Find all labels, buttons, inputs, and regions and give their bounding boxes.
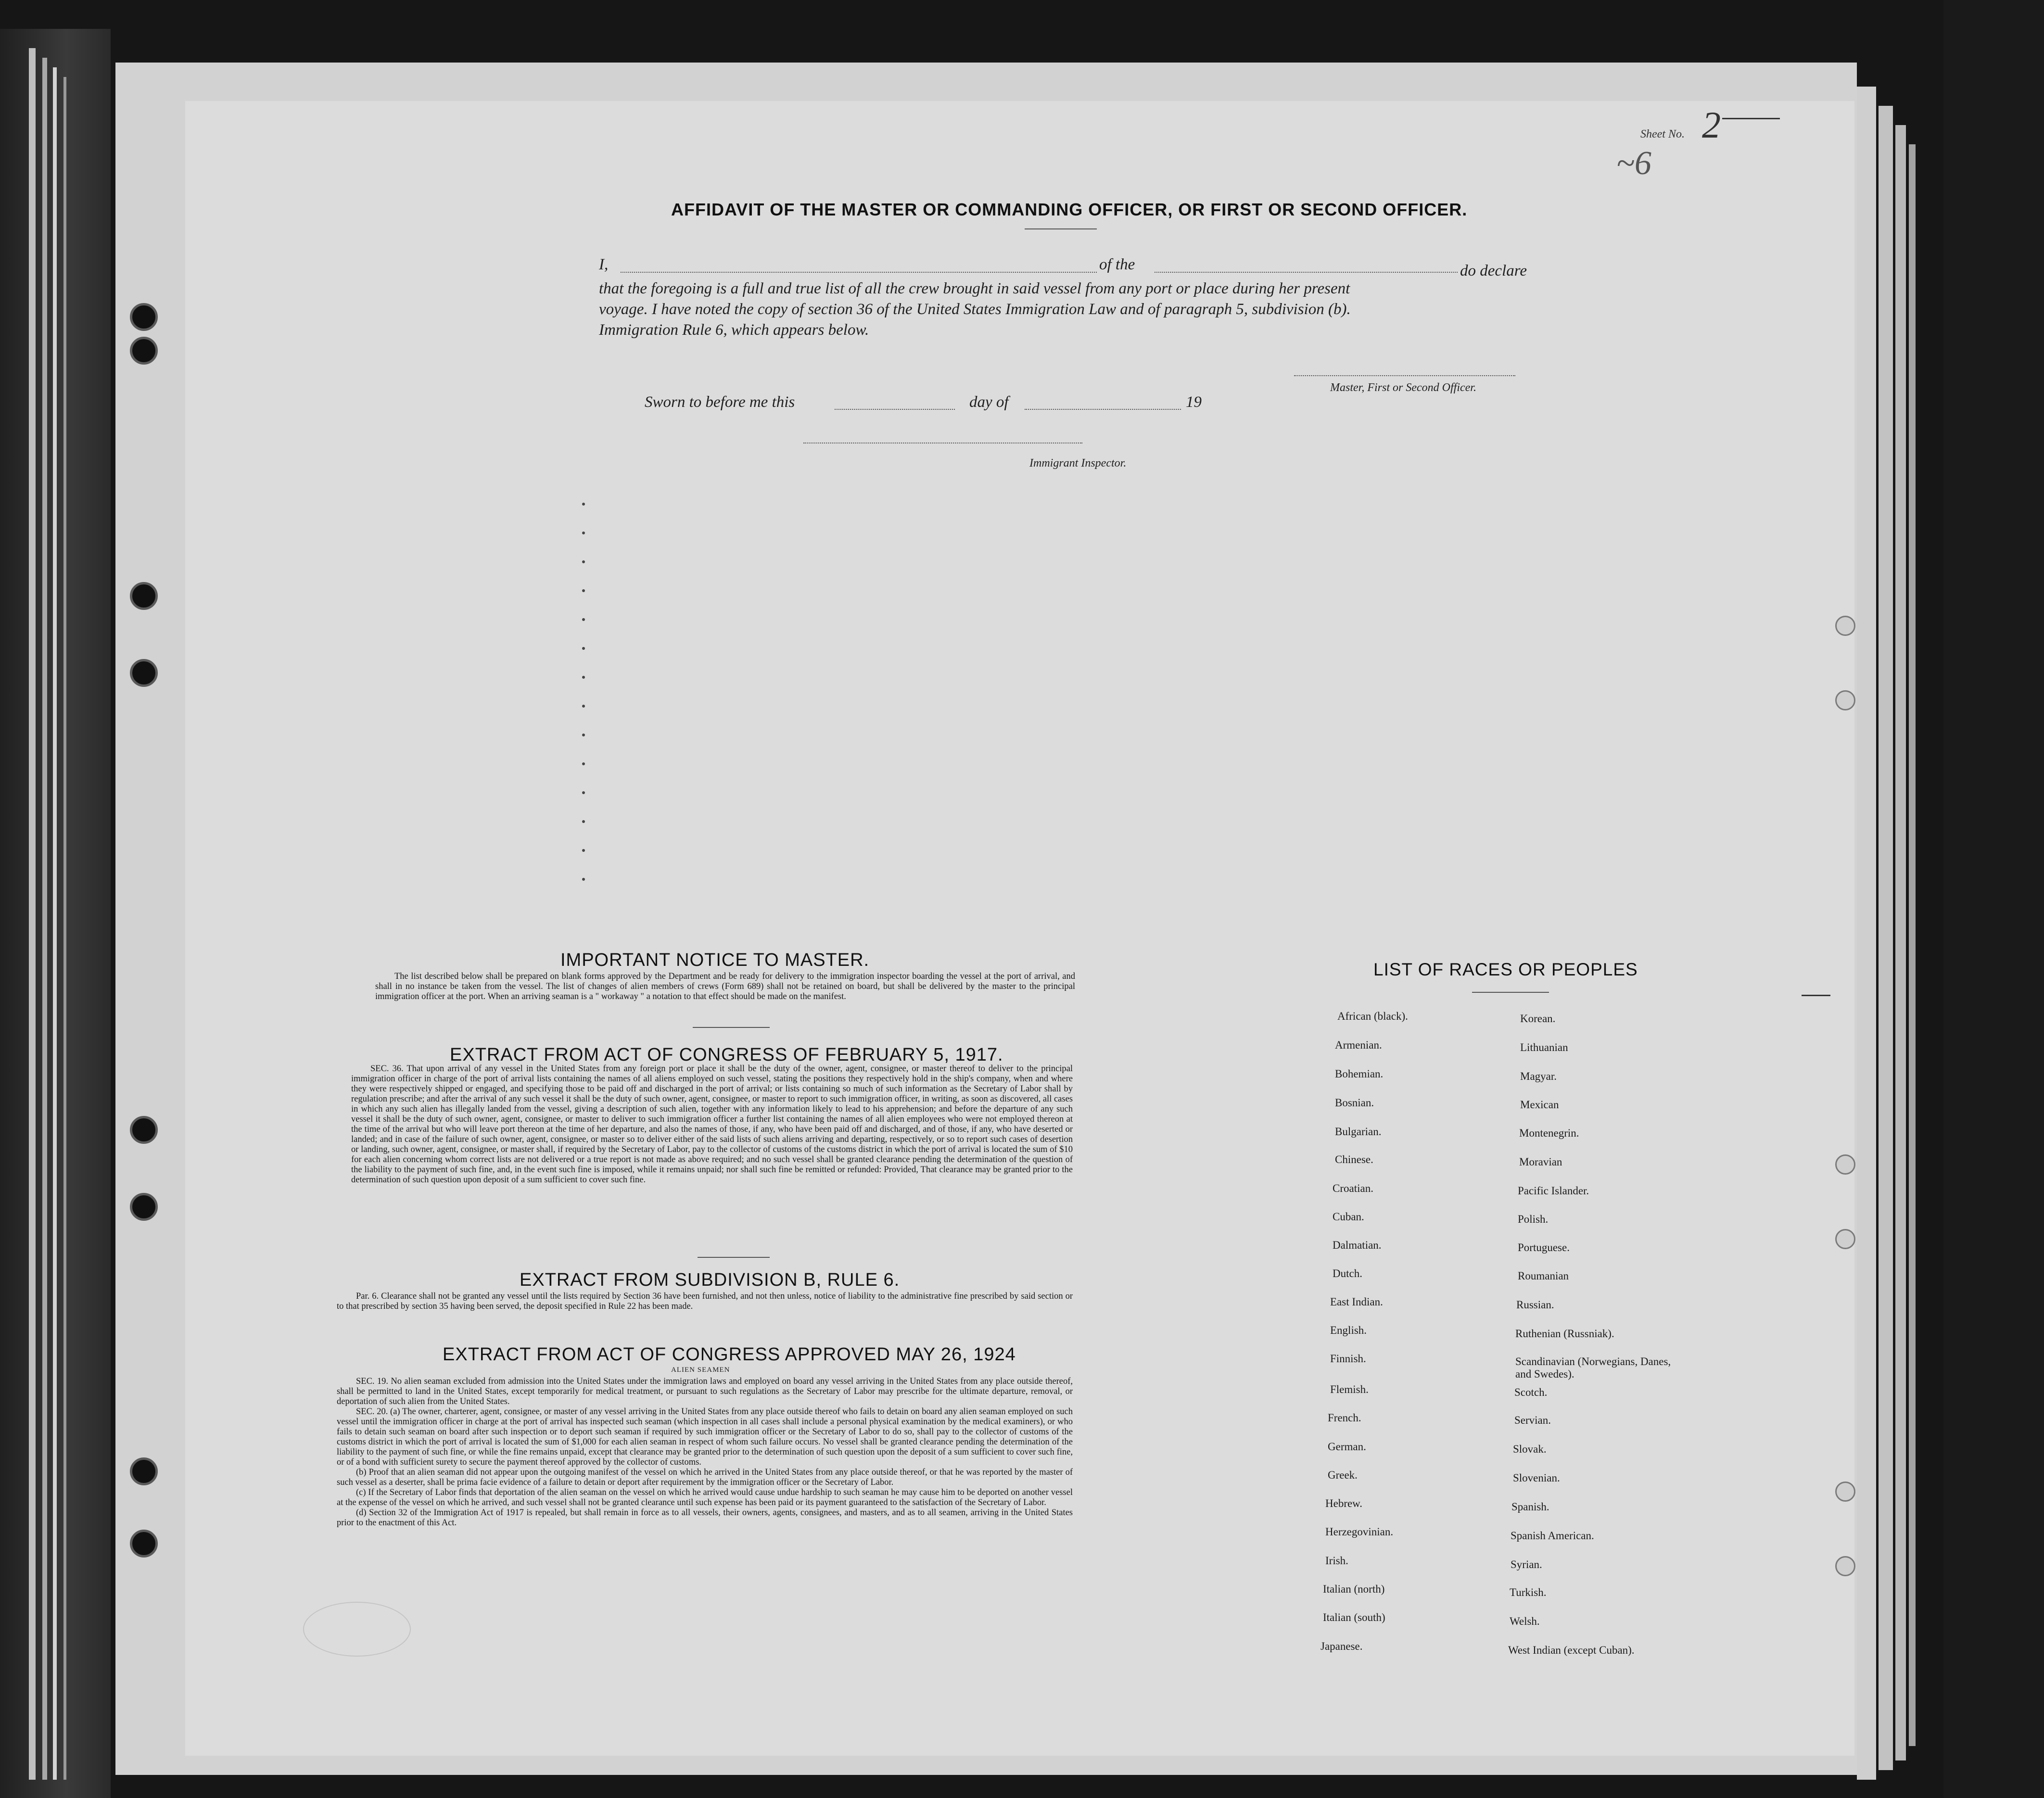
page-edge [1857, 87, 1876, 1780]
race-right: Montenegrin. [1519, 1127, 1579, 1139]
sworn-month-field[interactable] [1025, 409, 1181, 410]
race-left: Dutch. [1333, 1267, 1362, 1279]
margin-dot [582, 503, 585, 506]
margin-dot [582, 647, 585, 650]
officer-signature-field[interactable] [1294, 375, 1515, 376]
notice-rule [693, 1027, 770, 1028]
affidavit-i: I, [599, 256, 609, 273]
affidavit-line-4: Immigration Rule 6, which appears below. [599, 321, 869, 339]
page-hole [1835, 1229, 1855, 1249]
extract-1924-subtitle: ALIEN SEAMEN [671, 1366, 730, 1374]
race-left: Japanese. [1320, 1640, 1363, 1652]
race-left: Armenian. [1335, 1039, 1382, 1051]
race-left: Bohemian. [1335, 1068, 1384, 1080]
margin-dot [582, 618, 585, 621]
margin-dot [582, 676, 585, 679]
races-title: LIST OF RACES OR PEOPLES [1373, 960, 1638, 979]
extract-1924-sec20c: (c) If the Secretary of Labor finds that deportation of the alien seaman on the vessel on which he arrived would cause undue hardship to such seaman he may cause him to be deported on another vessel at the expense of the vessel on which he arrived, and such vessel shall not be granted clearance until such expense has been paid or its payment guaranteed to the satisfaction of the Secretary of Labor. [337, 1488, 1073, 1507]
race-left: East Indian. [1330, 1296, 1383, 1308]
race-right: Slovak. [1513, 1443, 1547, 1455]
binder-hole [130, 582, 158, 610]
race-right: Moravian [1519, 1156, 1562, 1168]
corner-mark: ~6 [1616, 145, 1651, 182]
race-right: Ruthenian (Russniak). [1515, 1328, 1614, 1340]
binder-hole [130, 1530, 158, 1557]
binder-hole [130, 1193, 158, 1221]
race-right: Scotch. [1514, 1386, 1548, 1398]
binder-hole [130, 1457, 158, 1485]
extract-1917-rule [698, 1257, 770, 1258]
race-left: Flemish. [1330, 1383, 1369, 1395]
notice-title: IMPORTANT NOTICE TO MASTER. [560, 950, 870, 970]
race-right: West Indian (except Cuban). [1508, 1644, 1635, 1656]
page-hole [1835, 1154, 1855, 1175]
page-edge [53, 67, 57, 1780]
race-right: Scandinavian (Norwegians, Danes, and Swedes). [1515, 1355, 1671, 1380]
margin-dot [582, 849, 585, 852]
extract-1924-text [337, 1377, 1073, 1528]
race-left: English. [1330, 1324, 1367, 1336]
page-edge [1909, 144, 1916, 1746]
race-left: Hebrew. [1325, 1497, 1363, 1509]
race-left: Chinese. [1335, 1153, 1373, 1165]
extract-1924-title: EXTRACT FROM ACT OF CONGRESS APPROVED MAY 26, 1924 [443, 1344, 1016, 1365]
page-hole [1835, 1556, 1855, 1576]
extract-1917-paragraph: SEC. 36. That upon arrival of any vessel in the United States from any foreign port or place it shall be the duty of the owner, agent, consignee, or master thereof to deliver to the principal immigration officer in charge of the port of arrival lists containing the names of all aliens employed on such vessel, stating the positions they respectively hold in the ship's company, when and where they were respectively shipped or engaged, and specifying those to be paid off and discharged in the port of arrival; or lists containing so much of such information as the Secretary of Labor shall by regulation prescribe; and after the arrival of any such vessel it shall be the duty of such owner, agent, consignee, or master to report to such immigration officer, in writing, as soon as discovered, all cases in which any such alien has illegally landed from the vessel, giving a description of such alien, together with any information likely to lead to his apprehension; and before the departure of any such vessel it shall be the duty of such owner, agent, consignee, or master to deliver to such immigration officer a further list containing the names of all alien employees who were not employed thereon at the time of the arrival but who will leave port thereon at the time of her departure, and also the names of those, if any, who have been paid off and discharged, and of those, if any, who have deserted or landed; and in case of the failure of such owner, agent, consignee, or master so to deliver either of the said lists of such aliens arriving and departing, respectively, or so to report such cases of desertion or landing, such owner, agent, consignee, or master shall, if required by the Secretary of Labor, pay to the collector of customs of the customs district in which the port of arrival is located the sum of $10 for each alien concerning whom correct lists are not delivered or a true report is not made as above required; and no such vessel shall be granted clearance pending the determination of the question of the liability to the payment of such fine, and, in the event such fine is imposed, while it remains unpaid; nor shall such fine be remitted or refunded: Provided, That clearance may be granted prior to the determination of such question upon deposit of a sum sufficient to cover such fine. [351, 1064, 1073, 1185]
day-of-text: day of [969, 393, 1009, 411]
race-left: Herzegovinian. [1325, 1526, 1394, 1538]
margin-dot [582, 560, 585, 563]
page-edge [1879, 106, 1893, 1770]
race-right: Lithuanian [1520, 1041, 1568, 1053]
page-edge [63, 77, 66, 1780]
sworn-day-field[interactable] [835, 409, 955, 410]
extract-1924-sec19: SEC. 19. No alien seaman excluded from admission into the United States under the immigration laws and employed on board any vessel arriving in the United States from any place outside thereof, shall be permitted to land in the United States, except temporarily for medical treatment, or pursuant to such regulations as the Secretary of Labor may prescribe for the ultimate departure, removal, or deportation of such alien from the United States. [337, 1377, 1073, 1406]
page-hole [1835, 1481, 1855, 1502]
margin-dot [582, 532, 585, 534]
extract-rule6-title: EXTRACT FROM SUBDIVISION B, RULE 6. [520, 1270, 900, 1290]
race-left: Cuban. [1333, 1211, 1364, 1223]
name-field[interactable] [621, 272, 1097, 273]
affidavit-title: AFFIDAVIT OF THE MASTER OR COMMANDING OFFICER, OR FIRST OR SECOND OFFICER. [671, 200, 1468, 219]
page-edge [1895, 125, 1906, 1760]
extract-rule6-text [337, 1292, 1073, 1312]
extract-1924-sec20b: (b) Proof that an alien seaman did not appear upon the outgoing manifest of the vessel on which he arrived in the United States from any place outside thereof, or that he was reported by the master of such vessel as a deserter, shall be prima facie evidence of a failure to detain or deport after requirement by the immigration officer or the Secretary of Labor. [337, 1468, 1073, 1487]
margin-dot [582, 589, 585, 592]
races-rule [1472, 992, 1549, 993]
race-right: Slovenian. [1513, 1472, 1560, 1484]
race-right: Russian. [1516, 1299, 1554, 1311]
margin-dot [582, 820, 585, 823]
race-right: Spanish. [1511, 1501, 1549, 1513]
affidavit-line-3: voyage. I have noted the copy of section 36 of the United States Immigration Law and of paragraph 5, subdivision (b). [599, 301, 1351, 318]
margin-dot [582, 791, 585, 794]
race-left: Bulgarian. [1335, 1126, 1382, 1138]
race-right: Portuguese. [1518, 1241, 1570, 1254]
page-edge [42, 58, 47, 1780]
race-right: Pacific Islander. [1518, 1185, 1589, 1197]
extract-1924-sec20d: (d) Section 32 of the Immigration Act of 1917 is repealed, but shall remain in force as to all vessels, their owners, agents, consignees, and masters, and as to all seamen, arriving in the United States prior to the enactment of this Act. [337, 1508, 1073, 1528]
vessel-field[interactable] [1155, 272, 1458, 273]
binder-hole [130, 1116, 158, 1144]
sheet-number [1640, 103, 1721, 147]
race-right: Roumanian [1518, 1270, 1569, 1282]
race-left: Greek. [1328, 1469, 1358, 1481]
margin-dot [582, 878, 585, 881]
binder-hole [130, 337, 158, 365]
race-right: Syrian. [1511, 1558, 1542, 1570]
notice-paragraph: The list described below shall be prepared on blank forms approved by the Department and be ready for delivery to the immigration inspector boarding the vessel at the port of arrival, and shall in no instance be taken from the vessel. The list of changes of alien members of crews (Form 689) shall not be retained on board, but shall be delivered by the master to the principal immigration officer at the port. When an arriving seaman is a " workaway " a notation to that effect should be made on the manifest. [375, 972, 1075, 1001]
year-prefix: 19 [1186, 393, 1202, 411]
race-left: Italian (south) [1323, 1611, 1385, 1623]
sworn-text: Sworn to before me this [645, 393, 795, 411]
race-right: Spanish American. [1511, 1530, 1594, 1542]
extract-rule6-paragraph: Par. 6. Clearance shall not be granted any vessel until the lists required by Section 36 have been furnished, and not then unless, notice of liability to the administrative fine prescribed by said section or to that prescribed by section 35 having been served, the deposit specified in Rule 22 has been made. [337, 1292, 1073, 1311]
binder-hole [130, 659, 158, 687]
faint-stamp [303, 1602, 411, 1657]
page-edge [1943, 0, 2044, 1798]
extract-1917-title: EXTRACT FROM ACT OF CONGRESS OF FEBRUARY 5, 1917. [450, 1045, 1003, 1065]
race-left: African (black). [1337, 1010, 1408, 1022]
race-right: Mexican [1520, 1099, 1559, 1111]
margin-dot [582, 762, 585, 765]
affidavit-do-declare: do declare [1460, 262, 1527, 279]
extract-1917-text [351, 1064, 1073, 1185]
margin-dot [582, 734, 585, 736]
affidavit-of-the: of the [1099, 256, 1135, 273]
race-left: Croatian. [1333, 1182, 1373, 1194]
affidavit-line-2: that the foregoing is a full and true list of all the crew brought in said vessel from any port or place during her present [599, 280, 1350, 297]
race-right: Turkish. [1510, 1586, 1547, 1598]
race-left: Bosnian. [1335, 1097, 1374, 1109]
inspector-caption: Immigrant Inspector. [1029, 457, 1127, 469]
sheet-number-label: Sheet No. [1640, 128, 1685, 140]
race-left: Dalmatian. [1333, 1239, 1382, 1251]
race-left: Finnish. [1330, 1353, 1366, 1365]
sheet-number-value: 2 [1701, 104, 1721, 146]
race-left: French. [1328, 1412, 1361, 1424]
race-right: Korean. [1520, 1013, 1556, 1025]
race-right: Magyar. [1520, 1070, 1557, 1082]
margin-dash [1802, 995, 1830, 996]
race-right: Welsh. [1510, 1615, 1540, 1627]
page-edge [29, 48, 36, 1780]
race-left: German. [1328, 1441, 1366, 1453]
title-rule [1025, 228, 1097, 229]
notice-text [375, 972, 1075, 1002]
margin-dot [582, 705, 585, 708]
page-hole [1835, 690, 1855, 710]
race-right: Polish. [1518, 1213, 1549, 1225]
binder-hole [130, 303, 158, 331]
race-left: Italian (north) [1323, 1583, 1385, 1595]
sheet-number-underline [1722, 118, 1780, 119]
race-right: Servian. [1514, 1414, 1551, 1426]
extract-1924-sec20a: SEC. 20. (a) The owner, charterer, agent, consignee, or master of any vessel arriving in the United States from any place outside thereof who fails to detain on board any alien seaman employed on such vessel until the immigration officer in charge at the port of arrival has inspected such seaman (which inspection in all cases shall include a personal physical examination by the medical examiners), or who fails to detain such seaman on board after such inspection or to deport such seaman if required by such immigration officer or the Secretary of Labor to do so, shall pay to the collector of customs of the customs district in which the port of arrival is located the sum of $1,000 for each alien seaman in respect of whom such failure occurs. No vessel shall be granted clearance pending the determination of the liability to the payment of such fine, or while the fine remains unpaid, except that clearance may be granted prior to the determination of such question upon the deposit of a sum sufficient to cover such fine, or of a bond with sufficient surety to secure the payment thereof approved by the collector of customs. [337, 1407, 1073, 1467]
race-left: Irish. [1325, 1555, 1348, 1567]
page-hole [1835, 616, 1855, 636]
officer-signature-caption: Master, First or Second Officer. [1330, 381, 1476, 394]
